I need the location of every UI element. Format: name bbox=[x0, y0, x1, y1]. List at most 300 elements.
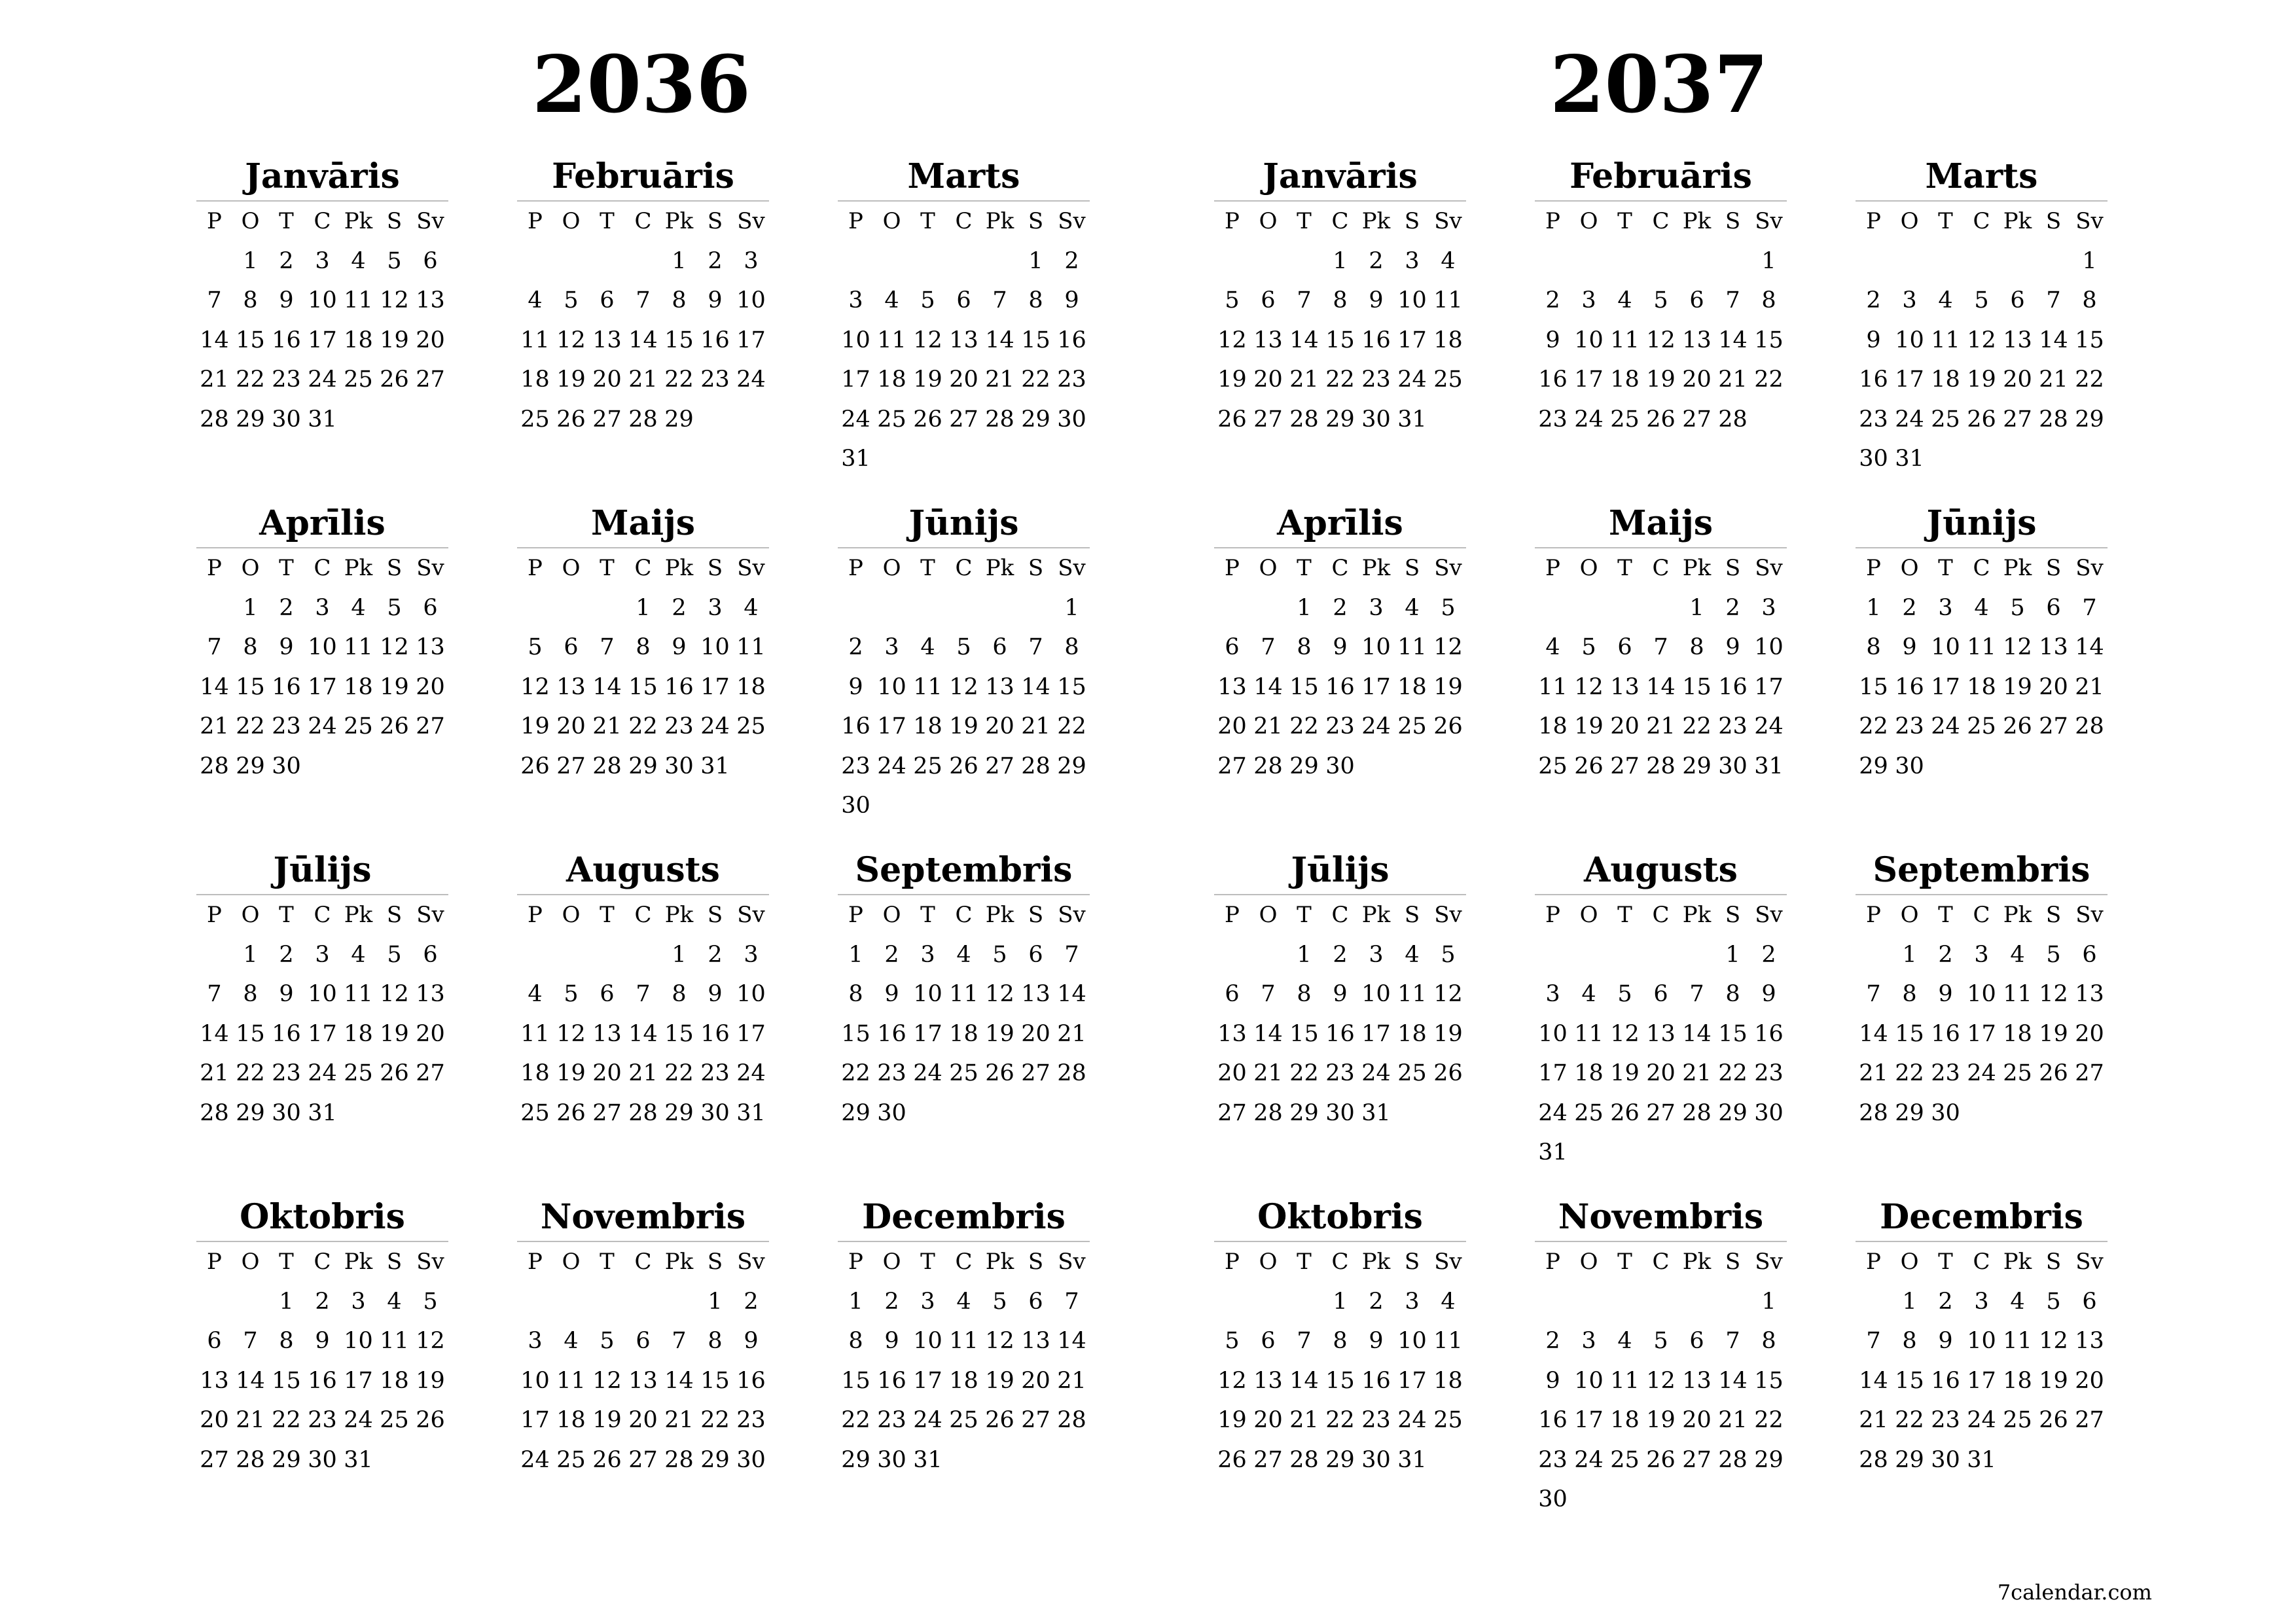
day-cell: 28 bbox=[985, 406, 1014, 433]
weekday-label: O bbox=[241, 208, 260, 235]
weekday-label: Sv bbox=[1755, 555, 1783, 582]
week-row bbox=[1856, 1014, 2108, 1054]
day-cell: 13 bbox=[1253, 327, 1283, 353]
day-cell: 11 bbox=[949, 1328, 978, 1355]
day-cell: 2 bbox=[1333, 941, 1348, 968]
day-cell: 19 bbox=[985, 1367, 1014, 1394]
day-cell: 26 bbox=[1433, 713, 1463, 740]
day-cell: 14 bbox=[1253, 1020, 1283, 1047]
day-cell: 17 bbox=[308, 1020, 337, 1047]
day-cell: 17 bbox=[1967, 1367, 1996, 1394]
day-cell: 20 bbox=[416, 673, 445, 700]
day-cell: 19 bbox=[380, 1020, 409, 1047]
day-cell: 19 bbox=[1967, 366, 1996, 393]
day-cell: 28 bbox=[2039, 406, 2068, 433]
day-cell: 11 bbox=[1433, 287, 1463, 314]
day-cell: 1 bbox=[243, 247, 258, 274]
weekday-label: T bbox=[920, 208, 935, 235]
day-cell: 15 bbox=[628, 673, 658, 700]
day-cell: 27 bbox=[416, 366, 445, 393]
day-cell: 19 bbox=[949, 713, 978, 740]
day-cell: 18 bbox=[1931, 366, 1960, 393]
month-block bbox=[1535, 504, 1787, 786]
day-cell: 30 bbox=[1931, 1099, 1960, 1126]
day-cell: 9 bbox=[1369, 287, 1384, 314]
day-cell: 22 bbox=[272, 1407, 301, 1434]
day-cell: 27 bbox=[2039, 713, 2068, 740]
day-cell: 24 bbox=[736, 1060, 766, 1087]
month-name: Janvāris bbox=[1214, 157, 1466, 202]
day-cell: 7 bbox=[636, 287, 651, 314]
day-cell: 20 bbox=[628, 1407, 658, 1434]
day-cell: 29 bbox=[1289, 753, 1319, 779]
day-cell: 26 bbox=[1967, 406, 1996, 433]
day-cell: 8 bbox=[243, 981, 258, 1008]
day-cell: 16 bbox=[700, 1020, 730, 1047]
day-cell: 5 bbox=[423, 1288, 438, 1315]
day-cell: 4 bbox=[1617, 287, 1632, 314]
weekday-label: T bbox=[279, 1249, 294, 1275]
weekday-header bbox=[196, 202, 448, 241]
month-name: Jūlijs bbox=[196, 851, 448, 895]
day-cell: 26 bbox=[1217, 406, 1247, 433]
month-name: Marts bbox=[838, 157, 1090, 202]
day-cell: 6 bbox=[1028, 941, 1043, 968]
day-cell: 15 bbox=[1682, 673, 1712, 700]
week-row bbox=[1214, 707, 1466, 747]
week-row bbox=[1535, 707, 1787, 747]
week-row bbox=[196, 360, 448, 400]
day-cell: 10 bbox=[1397, 1328, 1427, 1355]
day-cell: 23 bbox=[1931, 1407, 1960, 1434]
weekday-label: C bbox=[1973, 902, 1990, 929]
day-cell: 28 bbox=[236, 1446, 265, 1473]
week-row bbox=[517, 1014, 769, 1054]
day-cell: 3 bbox=[1974, 1288, 1989, 1315]
day-cell: 17 bbox=[913, 1020, 942, 1047]
day-cell: 13 bbox=[1682, 1367, 1712, 1394]
day-cell: 13 bbox=[200, 1367, 229, 1394]
day-cell: 27 bbox=[416, 1060, 445, 1087]
day-cell: 6 bbox=[1028, 1288, 1043, 1315]
day-cell: 1 bbox=[1333, 1288, 1348, 1315]
weekday-label: O bbox=[1259, 902, 1278, 929]
day-cell: 24 bbox=[1361, 713, 1391, 740]
day-cell: 8 bbox=[1297, 981, 1312, 1008]
day-cell: 18 bbox=[949, 1367, 978, 1394]
month-name: Augusts bbox=[517, 851, 769, 895]
day-cell: 23 bbox=[664, 713, 694, 740]
week-row bbox=[1856, 1054, 2108, 1094]
day-cell: 5 bbox=[2010, 594, 2025, 621]
day-cell: 21 bbox=[1289, 366, 1319, 393]
weekday-label: O bbox=[562, 1249, 581, 1275]
day-cell: 28 bbox=[1859, 1099, 1888, 1126]
week-row bbox=[1856, 1321, 2108, 1361]
weekday-label: S bbox=[1028, 902, 1044, 929]
day-cell: 2 bbox=[315, 1288, 330, 1315]
week-row bbox=[517, 747, 769, 787]
week-row bbox=[1856, 400, 2108, 440]
day-cell: 6 bbox=[1653, 981, 1668, 1008]
day-cell: 20 bbox=[1217, 713, 1247, 740]
weekday-label: Pk bbox=[664, 902, 694, 929]
day-cell: 10 bbox=[913, 981, 942, 1008]
day-cell: 31 bbox=[1397, 1446, 1427, 1473]
day-cell: 7 bbox=[243, 1328, 258, 1355]
day-cell: 25 bbox=[344, 713, 373, 740]
day-cell: 12 bbox=[2039, 1328, 2068, 1355]
day-cell: 19 bbox=[556, 366, 586, 393]
week-row bbox=[1214, 281, 1466, 321]
month-name: Oktobris bbox=[1214, 1198, 1466, 1242]
week-row bbox=[1535, 241, 1787, 281]
day-cell: 9 bbox=[1902, 634, 1917, 661]
day-cell: 24 bbox=[308, 1060, 337, 1087]
month-block bbox=[1856, 157, 2108, 479]
month-name: Februāris bbox=[1535, 157, 1787, 202]
weekday-label: P bbox=[1545, 902, 1560, 929]
week-row bbox=[196, 747, 448, 787]
weekday-label: Pk bbox=[664, 1249, 694, 1275]
day-cell: 16 bbox=[1931, 1020, 1960, 1047]
week-row bbox=[196, 588, 448, 628]
day-cell: 17 bbox=[520, 1407, 550, 1434]
day-cell: 5 bbox=[528, 634, 543, 661]
weekday-label: O bbox=[1900, 902, 1919, 929]
day-cell: 7 bbox=[1725, 287, 1740, 314]
day-cell: 26 bbox=[1433, 1060, 1463, 1087]
week-row bbox=[1535, 1361, 1787, 1401]
weekday-label: Pk bbox=[2003, 1249, 2032, 1275]
day-cell: 14 bbox=[200, 1020, 229, 1047]
day-cell: 21 bbox=[200, 366, 229, 393]
week-row bbox=[196, 935, 448, 975]
day-cell: 1 bbox=[1297, 941, 1312, 968]
day-cell: 6 bbox=[636, 1328, 651, 1355]
day-cell: 27 bbox=[1646, 1099, 1676, 1126]
weekday-header bbox=[196, 1242, 448, 1282]
day-cell: 25 bbox=[1538, 753, 1568, 779]
day-cell: 12 bbox=[2039, 981, 2068, 1008]
day-cell: 27 bbox=[556, 753, 586, 779]
day-cell: 19 bbox=[416, 1367, 445, 1394]
day-cell: 27 bbox=[1253, 406, 1283, 433]
day-cell: 27 bbox=[1217, 1099, 1247, 1126]
day-cell: 16 bbox=[1057, 327, 1086, 353]
day-cell: 10 bbox=[1967, 981, 1996, 1008]
week-row bbox=[196, 1014, 448, 1054]
day-cell: 18 bbox=[1397, 1020, 1427, 1047]
day-cell: 29 bbox=[1895, 1446, 1924, 1473]
day-cell: 18 bbox=[1610, 366, 1640, 393]
day-cell: 12 bbox=[1217, 327, 1247, 353]
day-cell: 2 bbox=[1333, 594, 1348, 621]
day-cell: 5 bbox=[1653, 287, 1668, 314]
day-cell: 11 bbox=[736, 634, 766, 661]
day-cell: 1 bbox=[1297, 594, 1312, 621]
weekday-label: C bbox=[634, 902, 652, 929]
weekday-header bbox=[1214, 548, 1466, 588]
day-cell: 17 bbox=[736, 1020, 766, 1047]
day-cell: 19 bbox=[520, 713, 550, 740]
day-cell: 3 bbox=[744, 941, 759, 968]
day-cell: 25 bbox=[1574, 1099, 1604, 1126]
day-cell: 29 bbox=[236, 753, 265, 779]
day-cell: 21 bbox=[1859, 1407, 1888, 1434]
weekday-label: Sv bbox=[416, 555, 444, 582]
day-cell: 4 bbox=[956, 1288, 971, 1315]
day-cell: 9 bbox=[672, 634, 687, 661]
week-row bbox=[1856, 628, 2108, 668]
week-row bbox=[1214, 747, 1466, 787]
day-cell: 14 bbox=[628, 1020, 658, 1047]
week-row bbox=[1856, 1361, 2108, 1401]
day-cell: 5 bbox=[564, 287, 579, 314]
week-row bbox=[838, 241, 1090, 281]
month-block bbox=[1856, 851, 2108, 1133]
day-cell: 18 bbox=[520, 366, 550, 393]
weekday-label: P bbox=[528, 902, 543, 929]
day-cell: 5 bbox=[1441, 941, 1456, 968]
week-row bbox=[517, 1094, 769, 1133]
day-cell: 30 bbox=[1718, 753, 1748, 779]
day-cell: 23 bbox=[700, 1060, 730, 1087]
day-cell: 30 bbox=[1754, 1099, 1784, 1126]
day-cell: 22 bbox=[1859, 713, 1888, 740]
week-row bbox=[196, 1400, 448, 1440]
day-cell: 4 bbox=[1938, 287, 1953, 314]
day-cell: 7 bbox=[600, 634, 615, 661]
week-row bbox=[1214, 1054, 1466, 1094]
weekday-label: T bbox=[1938, 902, 1953, 929]
day-cell: 23 bbox=[1325, 713, 1355, 740]
day-cell: 6 bbox=[2010, 287, 2025, 314]
day-cell: 7 bbox=[1261, 634, 1276, 661]
day-cell: 30 bbox=[1057, 406, 1086, 433]
day-cell: 14 bbox=[2075, 634, 2104, 661]
weekday-label: P bbox=[848, 555, 863, 582]
week-row bbox=[1856, 707, 2108, 747]
week-row bbox=[838, 321, 1090, 361]
day-cell: 8 bbox=[1902, 1328, 1917, 1355]
day-cell: 3 bbox=[351, 1288, 366, 1315]
day-cell: 25 bbox=[556, 1446, 586, 1473]
day-cell: 4 bbox=[1581, 981, 1596, 1008]
month-name: Oktobris bbox=[196, 1198, 448, 1242]
month-name: Jūnijs bbox=[1856, 504, 2108, 548]
day-cell: 3 bbox=[315, 594, 330, 621]
week-row bbox=[1535, 360, 1787, 400]
day-cell: 5 bbox=[1225, 1328, 1240, 1355]
day-cell: 1 bbox=[848, 941, 863, 968]
day-cell: 29 bbox=[1682, 753, 1712, 779]
weekday-header bbox=[517, 202, 769, 241]
weekday-label: S bbox=[707, 902, 723, 929]
day-cell: 14 bbox=[1021, 673, 1050, 700]
day-cell: 13 bbox=[1610, 673, 1640, 700]
day-cell: 14 bbox=[200, 327, 229, 353]
day-cell: 9 bbox=[1369, 1328, 1384, 1355]
day-cell: 17 bbox=[1397, 327, 1427, 353]
day-cell: 23 bbox=[700, 366, 730, 393]
week-row bbox=[1535, 1282, 1787, 1322]
weekday-label: O bbox=[882, 208, 901, 235]
day-cell: 26 bbox=[985, 1407, 1014, 1434]
day-cell: 19 bbox=[380, 673, 409, 700]
week-row bbox=[838, 707, 1090, 747]
day-cell: 3 bbox=[1761, 594, 1776, 621]
week-row bbox=[1214, 400, 1466, 440]
weekday-label: P bbox=[1225, 902, 1240, 929]
day-cell: 25 bbox=[1397, 713, 1427, 740]
weekday-label: T bbox=[1938, 208, 1953, 235]
day-cell: 3 bbox=[315, 247, 330, 274]
weekday-label: Sv bbox=[2075, 555, 2104, 582]
weekday-label: P bbox=[528, 208, 543, 235]
month-block bbox=[1856, 504, 2108, 786]
weekday-header bbox=[1535, 202, 1787, 241]
day-cell: 26 bbox=[592, 1446, 622, 1473]
day-cell: 31 bbox=[308, 406, 337, 433]
day-cell: 17 bbox=[308, 327, 337, 353]
weekday-label: C bbox=[955, 555, 973, 582]
day-cell: 24 bbox=[1967, 1060, 1996, 1087]
day-cell: 20 bbox=[1610, 713, 1640, 740]
day-cell: 27 bbox=[2075, 1407, 2104, 1434]
day-cell: 20 bbox=[416, 1020, 445, 1047]
weekday-label: P bbox=[207, 555, 222, 582]
day-cell: 27 bbox=[985, 753, 1014, 779]
day-cell: 16 bbox=[1325, 673, 1355, 700]
day-cell: 30 bbox=[841, 793, 870, 819]
day-cell: 13 bbox=[556, 673, 586, 700]
weekday-label: O bbox=[1900, 1249, 1919, 1275]
day-cell: 16 bbox=[1859, 366, 1888, 393]
weekday-label: Sv bbox=[1058, 208, 1086, 235]
day-cell: 23 bbox=[877, 1407, 906, 1434]
day-cell: 24 bbox=[308, 713, 337, 740]
day-cell: 7 bbox=[1653, 634, 1668, 661]
weekday-label: P bbox=[1545, 208, 1560, 235]
weekday-label: Sv bbox=[1755, 902, 1783, 929]
day-cell: 26 bbox=[380, 366, 409, 393]
day-cell: 10 bbox=[308, 981, 337, 1008]
weekday-label: P bbox=[1866, 208, 1881, 235]
weekday-label: S bbox=[707, 1249, 723, 1275]
week-row bbox=[196, 668, 448, 707]
day-cell: 17 bbox=[1538, 1060, 1568, 1087]
day-cell: 3 bbox=[1581, 287, 1596, 314]
day-cell: 25 bbox=[736, 713, 766, 740]
weekday-label: P bbox=[1545, 555, 1560, 582]
day-cell: 18 bbox=[2003, 1020, 2032, 1047]
day-cell: 13 bbox=[985, 673, 1014, 700]
day-cell: 7 bbox=[636, 981, 651, 1008]
weekday-label: O bbox=[882, 1249, 901, 1275]
day-cell: 5 bbox=[1581, 634, 1596, 661]
day-cell: 24 bbox=[520, 1446, 550, 1473]
day-cell: 4 bbox=[1405, 941, 1420, 968]
day-cell: 25 bbox=[1967, 713, 1996, 740]
day-cell: 7 bbox=[992, 287, 1007, 314]
day-cell: 24 bbox=[913, 1060, 942, 1087]
month-name: Aprīlis bbox=[1214, 504, 1466, 548]
weekday-label: P bbox=[848, 902, 863, 929]
week-row bbox=[1535, 1400, 1787, 1440]
day-cell: 9 bbox=[884, 1328, 899, 1355]
day-cell: 1 bbox=[1028, 247, 1043, 274]
day-cell: 3 bbox=[528, 1328, 543, 1355]
day-cell: 29 bbox=[1895, 1099, 1924, 1126]
day-cell: 21 bbox=[1057, 1020, 1086, 1047]
day-cell: 17 bbox=[700, 673, 730, 700]
day-cell: 23 bbox=[736, 1407, 766, 1434]
day-cell: 14 bbox=[1253, 673, 1283, 700]
day-cell: 22 bbox=[1057, 713, 1086, 740]
week-row bbox=[1214, 668, 1466, 707]
weekday-header bbox=[838, 895, 1090, 935]
day-cell: 25 bbox=[877, 406, 906, 433]
day-cell: 6 bbox=[600, 287, 615, 314]
day-cell: 28 bbox=[1253, 1099, 1283, 1126]
day-cell: 1 bbox=[243, 941, 258, 968]
day-cell: 21 bbox=[1718, 1407, 1748, 1434]
day-cell: 21 bbox=[628, 366, 658, 393]
day-cell: 8 bbox=[1725, 981, 1740, 1008]
weekday-label: Pk bbox=[1361, 1249, 1391, 1275]
day-cell: 19 bbox=[1433, 1020, 1463, 1047]
week-row bbox=[196, 1321, 448, 1361]
weekday-label: S bbox=[386, 208, 403, 235]
day-cell: 11 bbox=[949, 981, 978, 1008]
week-row bbox=[517, 628, 769, 668]
day-cell: 15 bbox=[1289, 1020, 1319, 1047]
weekday-label: T bbox=[600, 902, 615, 929]
day-cell: 3 bbox=[1369, 941, 1384, 968]
weekday-label: O bbox=[882, 902, 901, 929]
day-cell: 30 bbox=[1895, 753, 1924, 779]
day-cell: 6 bbox=[1689, 287, 1704, 314]
day-cell: 22 bbox=[1325, 1407, 1355, 1434]
weekday-label: Sv bbox=[2075, 1249, 2104, 1275]
week-row bbox=[1535, 974, 1787, 1014]
week-row bbox=[838, 974, 1090, 1014]
day-cell: 12 bbox=[985, 981, 1014, 1008]
weekday-label: Sv bbox=[1058, 555, 1086, 582]
day-cell: 4 bbox=[351, 247, 366, 274]
day-cell: 21 bbox=[200, 713, 229, 740]
week-row bbox=[196, 281, 448, 321]
week-row bbox=[1214, 1094, 1466, 1133]
day-cell: 16 bbox=[1538, 1407, 1568, 1434]
day-cell: 11 bbox=[380, 1328, 409, 1355]
day-cell: 6 bbox=[207, 1328, 222, 1355]
weekday-label: Pk bbox=[985, 555, 1014, 582]
day-cell: 21 bbox=[1859, 1060, 1888, 1087]
week-row bbox=[517, 241, 769, 281]
day-cell: 5 bbox=[956, 634, 971, 661]
day-cell: 15 bbox=[1754, 1367, 1784, 1394]
weekday-label: S bbox=[1028, 208, 1044, 235]
weekday-label: T bbox=[920, 1249, 935, 1275]
day-cell: 28 bbox=[200, 753, 229, 779]
day-cell: 8 bbox=[243, 634, 258, 661]
day-cell: 20 bbox=[556, 713, 586, 740]
day-cell: 30 bbox=[1361, 1446, 1391, 1473]
weekday-label: O bbox=[1579, 208, 1598, 235]
day-cell: 1 bbox=[2082, 247, 2097, 274]
